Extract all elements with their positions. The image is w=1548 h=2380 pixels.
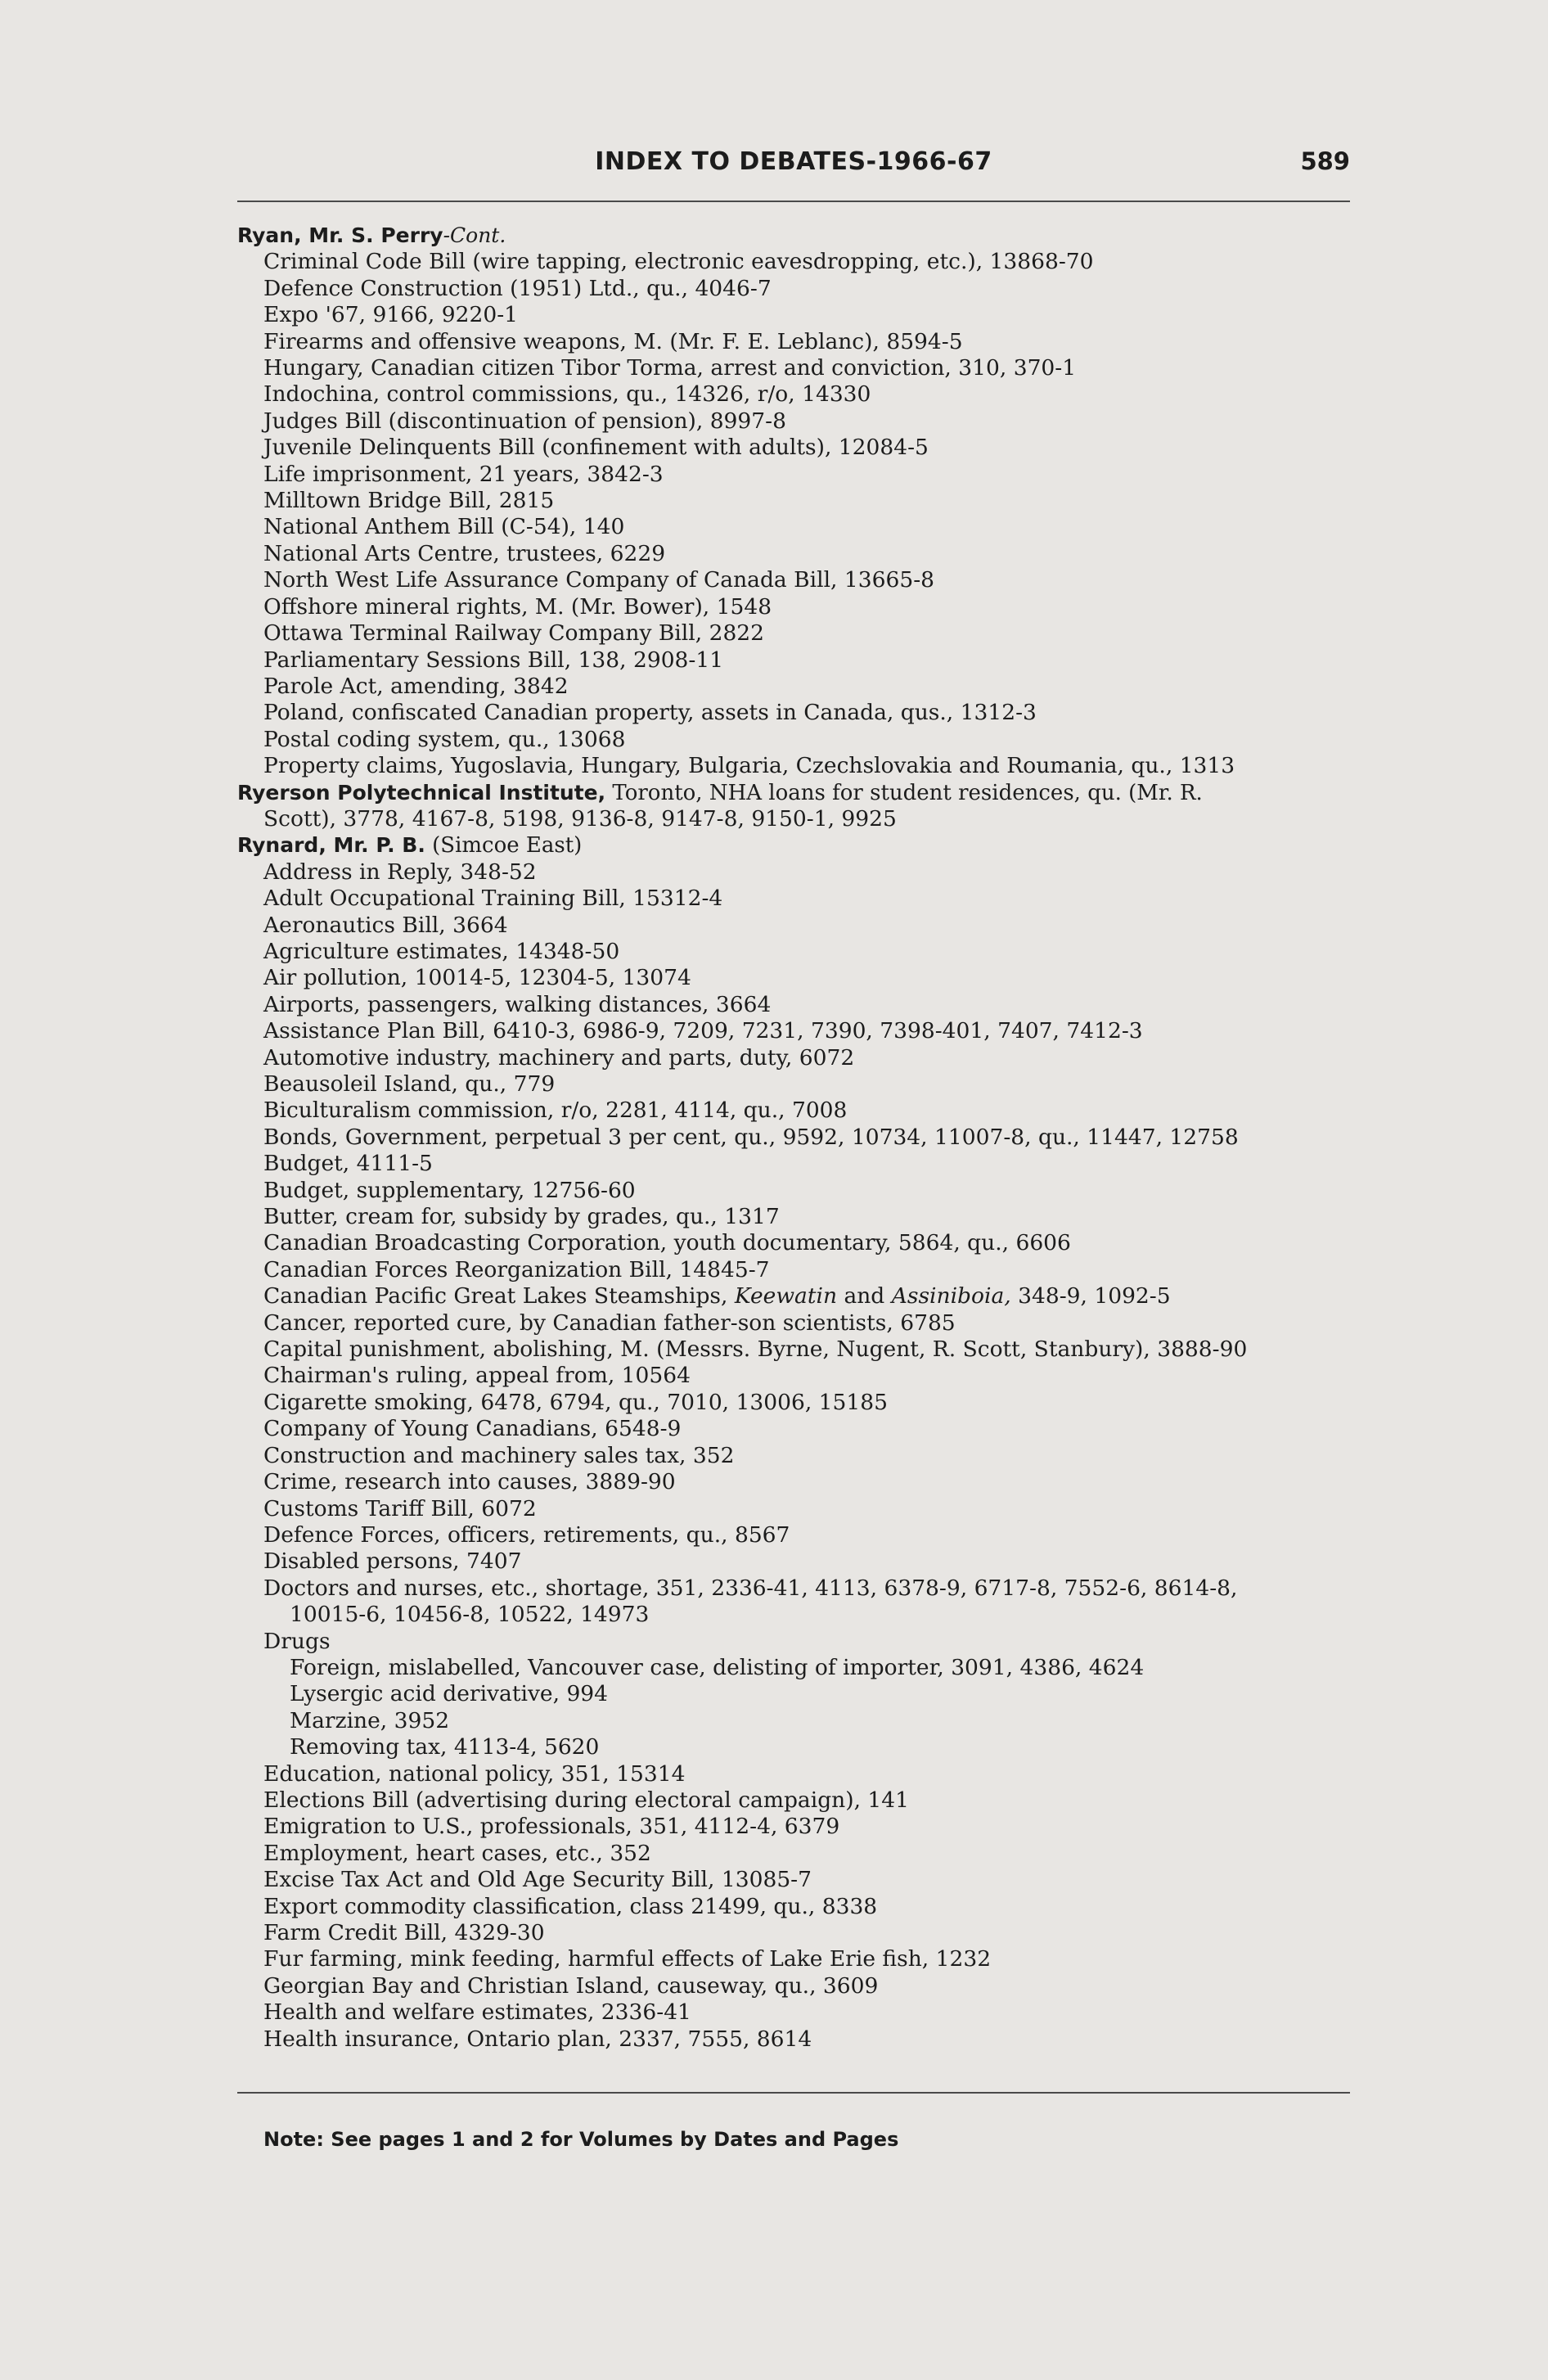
index-subentry: Parole Act, amending, 3842	[263, 673, 569, 699]
heading-name: Ryan, Mr. S. Perry	[237, 223, 443, 247]
index-subentry: Postal coding system, qu., 13068	[263, 726, 626, 752]
index-subentry: Export commodity classification, class 21499, qu., 8338	[263, 1893, 878, 1919]
heading-detail: Toronto, NHA loans for student residences, qu. (Mr. R.	[605, 780, 1203, 805]
index-subentry: Drugs	[263, 1628, 331, 1654]
page-number: 589	[1300, 147, 1350, 175]
index-subsubentry: Lysergic acid derivative, 994	[290, 1681, 609, 1707]
index-subentry: Biculturalism commission, r/o, 2281, 4114, qu., 7008	[263, 1098, 848, 1124]
index-subentry: Life imprisonment, 21 years, 3842-3	[263, 461, 664, 487]
running-title: INDEX TO DEBATES-1966-67	[595, 147, 992, 176]
index-subentry: Defence Forces, officers, retirements, qu., 8567	[263, 1521, 790, 1548]
heading-detail: (Simcoe East)	[425, 833, 583, 859]
index-subentry: Expo '67, 9166, 9220-1	[263, 302, 519, 328]
index-subentry: Capital punishment, abolishing, M. (Messrs. Byrne, Nugent, R. Scott, Stanbury), 3888-90	[263, 1336, 1248, 1363]
index-subentry: National Arts Centre, trustees, 6229	[263, 540, 666, 566]
index-subentry: Budget, supplementary, 12756-60	[263, 1177, 636, 1203]
index-subentry: Elections Bill (advertising during electoral campaign), 141	[263, 1787, 909, 1813]
heading-name: Ryerson Polytechnical Institute,	[237, 780, 606, 805]
index-subentry: Parliamentary Sessions Bill, 138, 2908-11	[263, 647, 724, 673]
index-subentry: Indochina, control commissions, qu., 14326, r/o, 14330	[263, 381, 871, 408]
index-subentry: Address in Reply, 348-52	[263, 859, 537, 885]
index-subentry: Ottawa Terminal Railway Company Bill, 2822	[263, 620, 765, 647]
index-subentry: Property claims, Yugoslavia, Hungary, Bulgaria, Czechslovakia and Roumania, qu., 1313	[263, 753, 1235, 779]
index-subentry: National Anthem Bill (C-54), 140	[263, 514, 625, 540]
heading-name: Rynard, Mr. P. B.	[237, 833, 425, 858]
index-subsubentry: Marzine, 3952	[290, 1707, 450, 1733]
index-subentry: Disabled persons, 7407	[263, 1548, 522, 1575]
index-subentry: Scott), 3778, 4167-8, 5198, 9136-8, 9147-8, 9150-1, 9925	[263, 805, 897, 832]
index-subentry: Company of Young Canadians, 6548-9	[263, 1416, 682, 1442]
footer-rule	[237, 2092, 1350, 2094]
index-subentry: Cigarette smoking, 6478, 6794, qu., 7010, 13006, 15185	[263, 1389, 888, 1415]
index-heading	[237, 780, 1366, 806]
index-subentry: Butter, cream for, subsidy by grades, qu., 1317	[263, 1204, 780, 1230]
entry-pages: 348-9, 1092-5	[1010, 1283, 1171, 1309]
index-subentry: Georgian Bay and Christian Island, causeway, qu., 3609	[263, 1972, 879, 1999]
index-subentry: Health and welfare estimates, 2336-41	[263, 1999, 691, 2026]
index-subentry: Employment, heart cases, etc., 352	[263, 1840, 651, 1866]
continued-label: -Cont.	[443, 223, 506, 247]
index-subentry: Canadian Forces Reorganization Bill, 14845-7	[263, 1256, 770, 1282]
index-subentry: Doctors and nurses, etc., shortage, 351, 2336-41, 4113, 6378-9, 6717-8, 7552-6, 8614-8,	[263, 1575, 1238, 1601]
index-subentry: Adult Occupational Training Bill, 15312-4	[263, 886, 723, 912]
index-subentry: Juvenile Delinquents Bill (confinement with adults), 12084-5	[263, 435, 929, 461]
index-subentry: Automotive industry, machinery and parts, duty, 6072	[263, 1044, 855, 1071]
index-subentry: Beausoleil Island, qu., 779	[263, 1071, 556, 1097]
index-subentry: Farm Credit Bill, 4329-30	[263, 1920, 545, 1945]
entry-text: Canadian Pacific Great Lakes Steamships,	[263, 1283, 735, 1309]
index-subentry: Defence Construction (1951) Ltd., qu., 4046-7	[263, 275, 772, 301]
index-entries	[237, 223, 1366, 2053]
index-subentry: Bonds, Government, perpetual 3 per cent, qu., 9592, 10734, 11007-8, qu., 11447, 12758	[263, 1124, 1239, 1150]
index-heading	[237, 832, 1366, 859]
header-rule	[237, 201, 1350, 202]
index-subentry: Education, national policy, 351, 15314	[263, 1760, 686, 1787]
ship-name: Keewatin	[734, 1283, 838, 1309]
index-subentry: Emigration to U.S., professionals, 351, 4112-4, 6379	[263, 1814, 840, 1840]
index-subentry: Hungary, Canadian citizen Tibor Torma, arrest and conviction, 310, 370-1	[263, 355, 1077, 381]
index-subentry	[237, 1283, 1366, 1309]
index-subentry: Assistance Plan Bill, 6410-3, 6986-9, 7209, 7231, 7390, 7398-401, 7407, 7412-3	[263, 1018, 1143, 1044]
index-subentry: Judges Bill (discontinuation of pension), 8997-8	[263, 408, 786, 434]
index-subentry: Health insurance, Ontario plan, 2337, 7555, 8614	[263, 2026, 812, 2052]
entry-text: and	[837, 1283, 892, 1309]
footnote: Note: See pages 1 and 2 for Volumes by Dates and Pages	[263, 2128, 899, 2151]
index-subentry: Canadian Broadcasting Corporation, youth documentary, 5864, qu., 6606	[263, 1230, 1071, 1256]
index-subentry: Firearms and offensive weapons, M. (Mr. F. E. Leblanc), 8594-5	[263, 328, 963, 354]
index-heading	[237, 223, 1366, 249]
index-subentry: Customs Tariff Bill, 6072	[263, 1495, 537, 1521]
index-subentry: Aeronautics Bill, 3664	[263, 912, 508, 938]
index-subentry: Chairman's ruling, appeal from, 10564	[263, 1363, 691, 1389]
page-header	[237, 147, 1350, 188]
index-subentry: Air pollution, 10014-5, 12304-5, 13074	[263, 965, 691, 991]
index-subsubentry: Foreign, mislabelled, Vancouver case, delisting of importer, 3091, 4386, 4624	[290, 1654, 1145, 1680]
index-subentry: Agriculture estimates, 14348-50	[263, 938, 620, 964]
index-subsubentry: 10015-6, 10456-8, 10522, 14973	[290, 1602, 650, 1628]
index-subentry: Criminal Code Bill (wire tapping, electronic eavesdropping, etc.), 13868-70	[263, 249, 1094, 275]
index-subentry: Budget, 4111-5	[263, 1151, 433, 1177]
index-subentry: Fur farming, mink feeding, harmful effects of Lake Erie fish, 1232	[263, 1946, 992, 1972]
index-subentry: Milltown Bridge Bill, 2815	[263, 488, 555, 514]
index-subentry: North West Life Assurance Company of Canada Bill, 13665-8	[263, 567, 935, 593]
index-subentry: Airports, passengers, walking distances, 3664	[263, 991, 772, 1017]
index-subentry: Crime, research into causes, 3889-90	[263, 1469, 676, 1495]
index-subentry: Excise Tax Act and Old Age Security Bill, 13085-7	[263, 1867, 812, 1893]
ship-name: Assiniboia,	[891, 1283, 1011, 1309]
index-subsubentry: Removing tax, 4113-4, 5620	[290, 1734, 600, 1760]
index-subentry: Poland, confiscated Canadian property, assets in Canada, qus., 1312-3	[263, 700, 1037, 726]
index-subentry: Cancer, reported cure, by Canadian father-son scientists, 6785	[263, 1309, 956, 1336]
index-subentry: Offshore mineral rights, M. (Mr. Bower), 1548	[263, 593, 772, 620]
index-subentry: Construction and machinery sales tax, 352	[263, 1442, 735, 1468]
